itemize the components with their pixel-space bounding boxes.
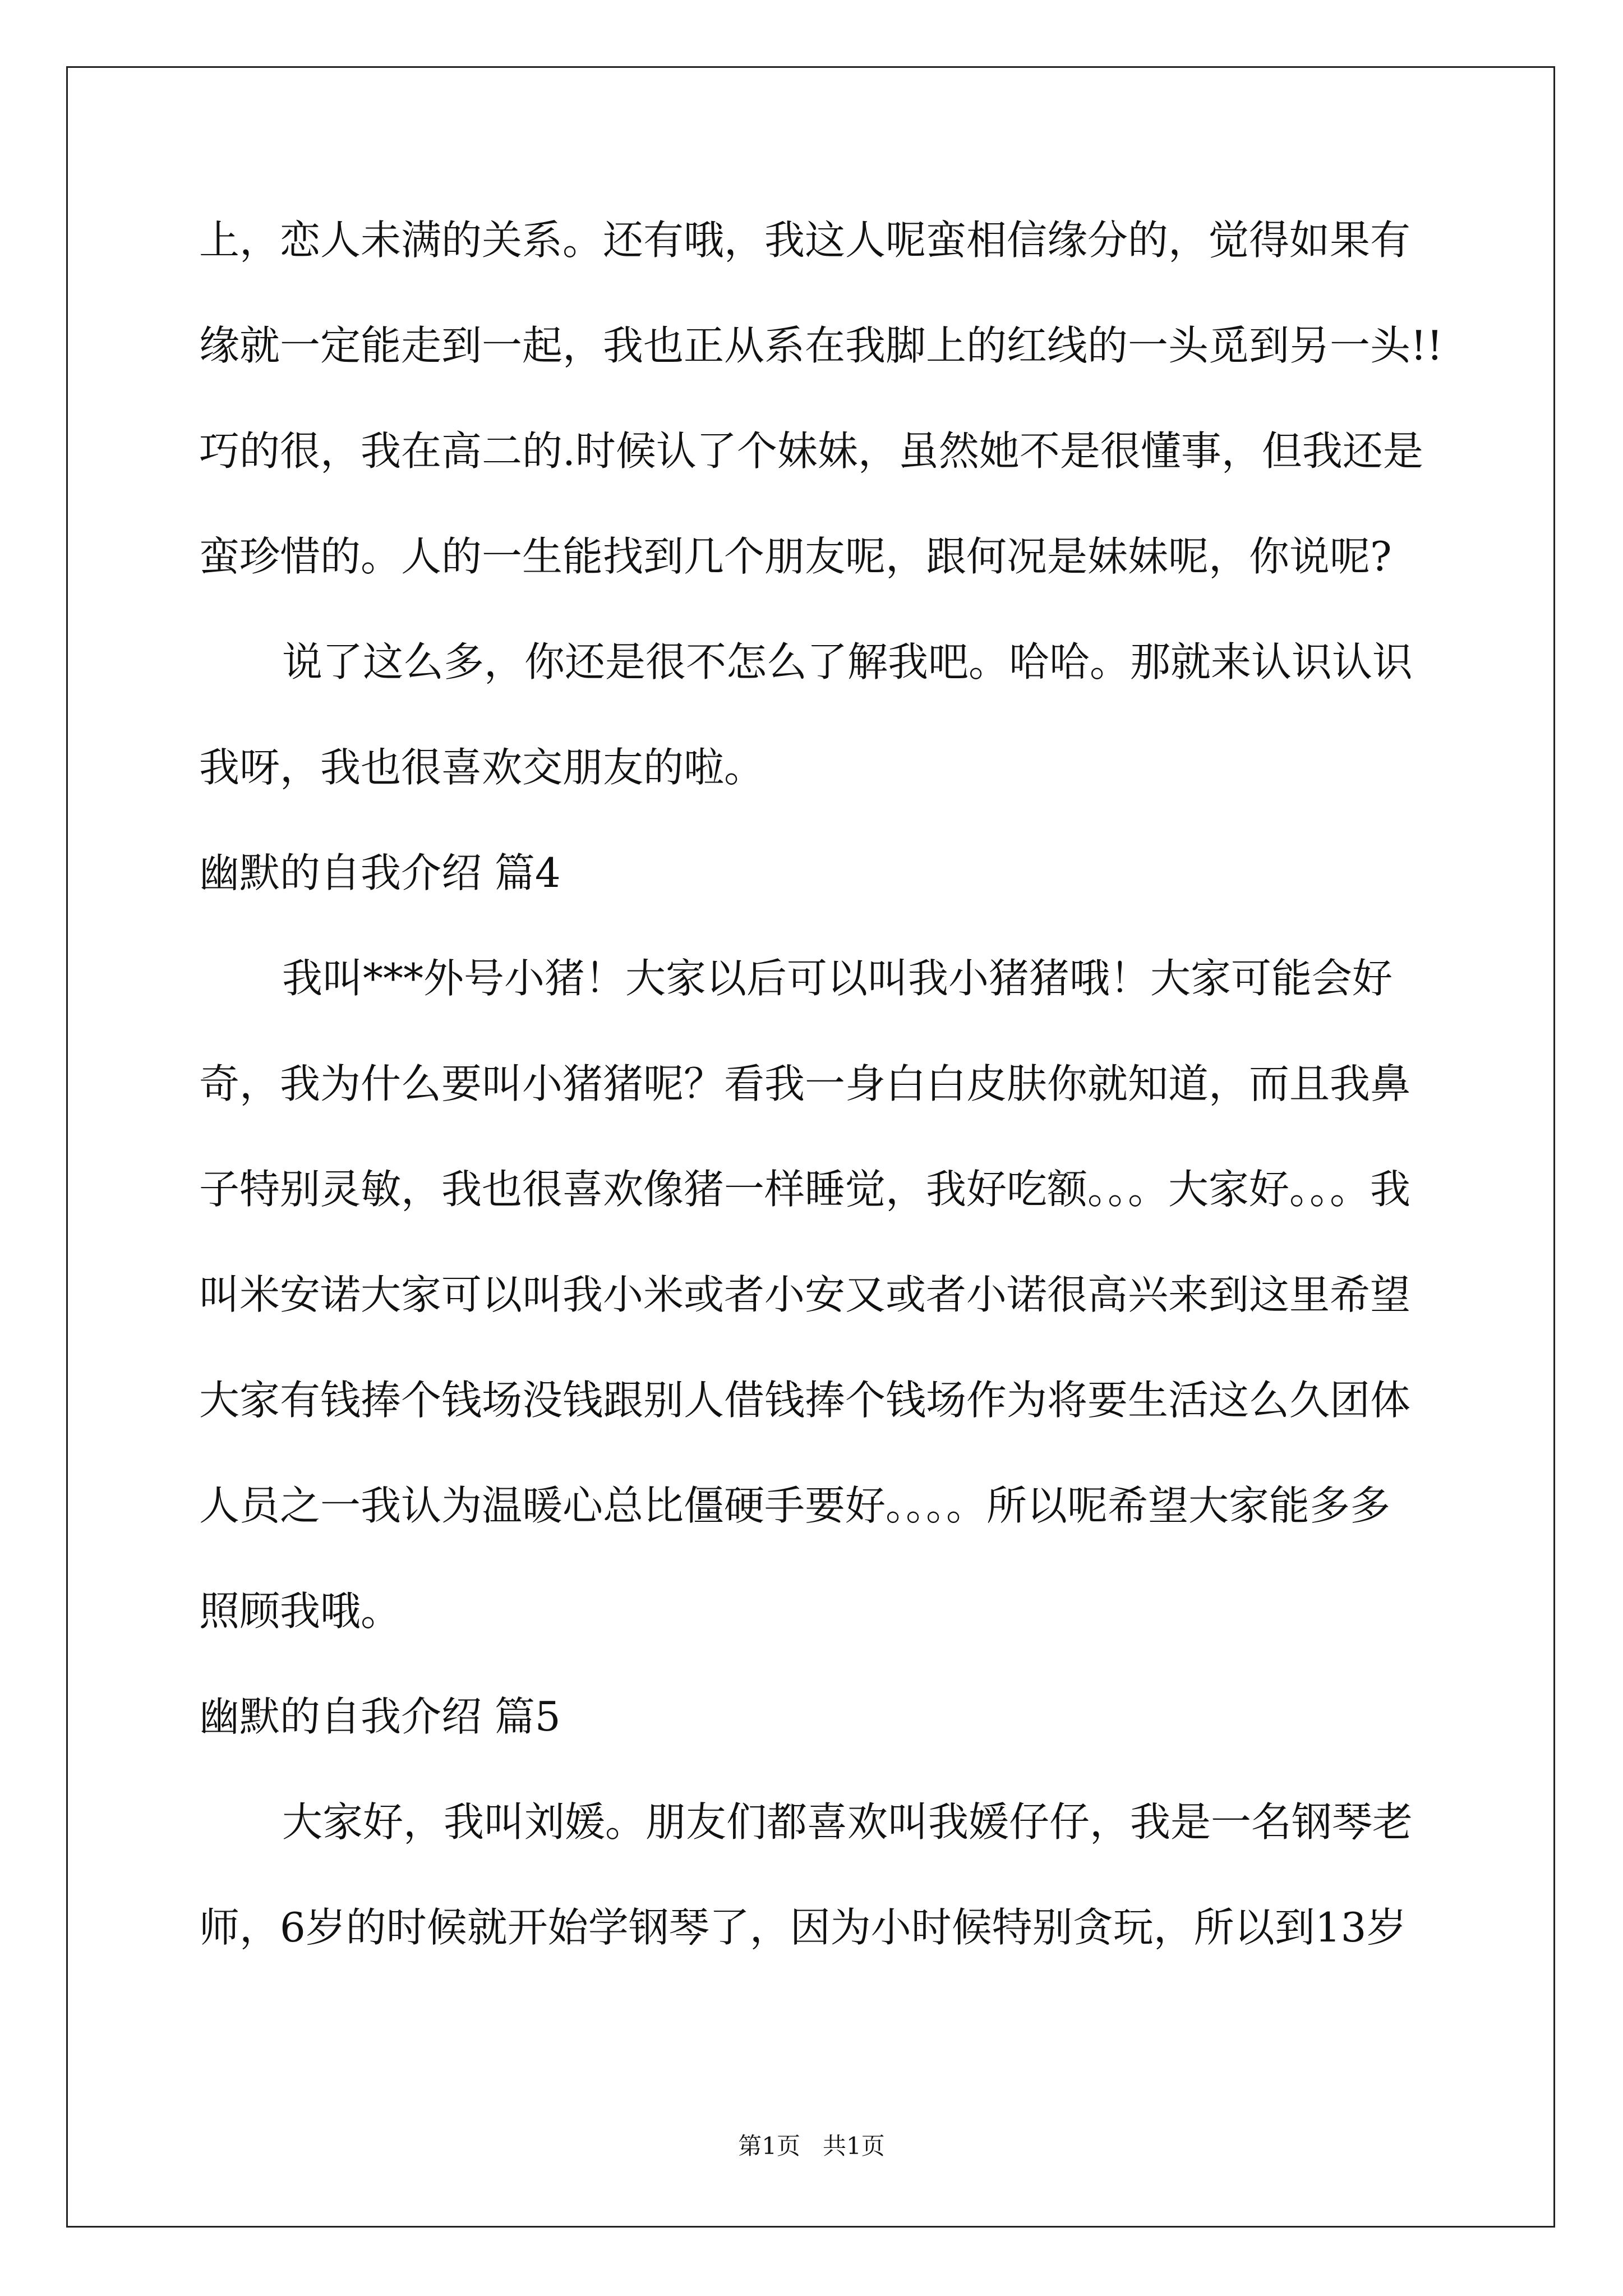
- text-line: 人员之一我认为温暖心总比僵硬手要好。。。。所以呢希望大家能多多: [199, 1482, 1391, 1529]
- page-footer: 第1页 共1页: [738, 2132, 885, 2160]
- section-heading: 幽默的自我介绍 篇4: [199, 849, 561, 896]
- paragraph-first-line: 大家好，我叫刘媛。朋友们都喜欢叫我媛仔仔，我是一名钢琴老: [282, 1798, 1413, 1846]
- text-line: 子特别灵敏，我也很喜欢像猪一样睡觉，我好吃额。。。大家好。。。我: [199, 1166, 1411, 1213]
- text-line: 蛮珍惜的。人的一生能找到几个朋友呢，跟何况是妹妹呢，你说呢?: [199, 533, 1392, 580]
- text-line: 巧的很，我在高二的.时候认了个妹妹，虽然她不是很懂事，但我还是: [199, 427, 1423, 475]
- text-line: 照顾我哦。: [199, 1588, 402, 1635]
- text-line: 师，6岁的时候就开始学钢琴了，因为小时候特别贪玩，所以到13岁: [199, 1904, 1407, 1951]
- text-line: 大家有钱捧个钱场没钱跟别人借钱捧个钱场作为将要生活这么久团体: [199, 1377, 1411, 1424]
- paragraph-first-line: 说了这么多，你还是很不怎么了解我吧。哈哈。那就来认识认识: [282, 638, 1413, 685]
- paragraph-first-line: 我叫***外号小猪！大家以后可以叫我小猪猪哦！大家可能会好: [282, 955, 1393, 1002]
- text-line: 缘就一定能走到一起，我也正从系在我脚上的红线的一头觅到另一头!!: [199, 322, 1443, 369]
- text-line: 我呀，我也很喜欢交朋友的啦。: [199, 744, 765, 791]
- text-line: 上，恋人未满的关系。还有哦，我这人呢蛮相信缘分的，觉得如果有: [199, 217, 1411, 264]
- section-heading: 幽默的自我介绍 篇5: [199, 1693, 561, 1740]
- text-line: 奇，我为什么要叫小猪猪呢？看我一身白白皮肤你就知道，而且我鼻: [199, 1060, 1411, 1107]
- document-body: [199, 213, 1443, 2006]
- text-line: 叫米安诺大家可以叫我小米或者小安又或者小诺很高兴来到这里希望: [199, 1271, 1411, 1318]
